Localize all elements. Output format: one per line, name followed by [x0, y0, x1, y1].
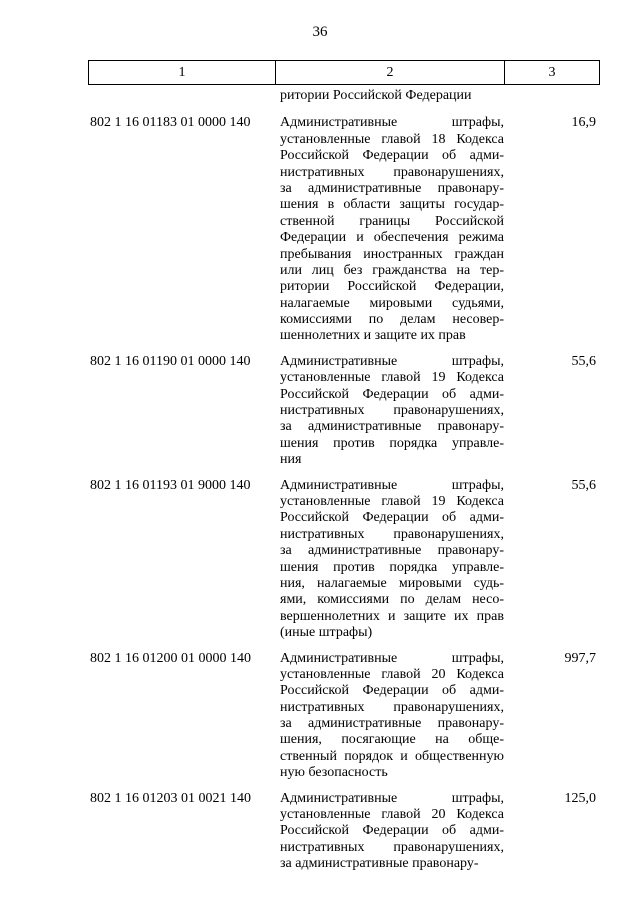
description-line: ния	[280, 452, 302, 468]
description-line: Административные штрафы,	[280, 115, 504, 131]
description-line: Административные штрафы,	[280, 650, 504, 666]
table-row	[0, 651, 640, 782]
description-line: Российской Федерации об адми-	[280, 386, 504, 402]
amount: 997,7	[564, 650, 596, 666]
description-line: налагаемые мировыми судьями,	[280, 295, 504, 311]
description-line: шения, посягающие на обще-	[280, 732, 504, 748]
description-line: ритории Российской Федерации,	[280, 279, 504, 295]
description-line: ную безопасность	[280, 765, 388, 781]
description-line: нистративных правонарушениях,	[280, 164, 504, 180]
description-line: пребывания иностранных граждан	[280, 246, 504, 262]
description-line: за административные правонару-	[280, 856, 479, 872]
table-body	[0, 88, 640, 882]
description-line: шения против порядка управле-	[280, 435, 504, 451]
budget-code: 802 1 16 01203 01 0021 140	[90, 790, 251, 806]
description-line: или лиц без гражданства на тер-	[280, 262, 504, 278]
budget-code: 802 1 16 01183 01 0000 140	[90, 115, 251, 131]
description	[280, 354, 504, 469]
header-col-2: 2	[276, 61, 505, 84]
description-line: нистративных правонарушениях,	[280, 403, 504, 419]
budget-code: 802 1 16 01190 01 0000 140	[90, 353, 251, 369]
page-number: 36	[312, 24, 328, 40]
amount: 16,9	[571, 115, 596, 131]
continuation-text	[280, 88, 504, 104]
description-line: установленные главой 19 Кодекса	[280, 370, 504, 386]
description-line: Российской Федерации об адми-	[280, 683, 504, 699]
description-line: Федерации и обеспечения режима	[280, 230, 504, 246]
amount: 55,6	[571, 477, 596, 493]
description-line: Административные штрафы,	[280, 477, 504, 493]
description-line: нистративных правонарушениях,	[280, 526, 504, 542]
description-line: установленные главой 20 Кодекса	[280, 807, 504, 823]
description-line: шеннолетних и защите их прав	[280, 328, 466, 344]
amount: 55,6	[571, 353, 596, 369]
description-line: шения в области защиты государ-	[280, 197, 504, 213]
header-col-3: 3	[548, 64, 556, 80]
description-line: ритории Российской Федерации	[280, 88, 472, 103]
description-line: Российской Федерации об адми-	[280, 510, 504, 526]
description-line: Российской Федерации об адми-	[280, 823, 504, 839]
description-line: Российской Федерации об адми-	[280, 148, 504, 164]
description-line: шения против порядка управле-	[280, 559, 504, 575]
description-line: за административные правонару-	[280, 716, 504, 732]
description-line: за административные правонару-	[280, 419, 504, 435]
description-line: установленные главой 18 Кодекса	[280, 131, 504, 147]
table-row	[0, 791, 640, 873]
header-col-1: 1	[89, 61, 276, 84]
description-line: ственный порядок и общественную	[280, 748, 504, 764]
description-line: ственной границы Российской	[280, 213, 504, 229]
continuation-row	[0, 88, 640, 104]
description-line: ния, налагаемые мировыми судь-	[280, 575, 504, 591]
description-line: вершеннолетних и защите их прав	[280, 608, 504, 624]
table-header	[88, 60, 600, 85]
table-row	[0, 354, 640, 469]
description-line: нистративных правонарушениях,	[280, 699, 504, 715]
description-line: установленные главой 20 Кодекса	[280, 666, 504, 682]
description-line: Административные штрафы,	[280, 353, 504, 369]
description	[280, 115, 504, 344]
description	[280, 791, 504, 873]
description-line: комиссиями по делам несовер-	[280, 312, 504, 328]
description-line: нистративных правонарушениях,	[280, 839, 504, 855]
amount: 125,0	[564, 790, 596, 806]
description-line: за административные правонару-	[280, 543, 504, 559]
budget-code: 802 1 16 01200 01 0000 140	[90, 650, 251, 666]
description-line: установленные главой 19 Кодекса	[280, 493, 504, 509]
description-line: ями, комиссиями по делам несо-	[280, 592, 504, 608]
table-row	[0, 478, 640, 642]
description-line: Административные штрафы,	[280, 790, 504, 806]
description-line: (иные штрафы)	[280, 625, 373, 641]
budget-code: 802 1 16 01193 01 9000 140	[90, 477, 251, 493]
description	[280, 651, 504, 782]
description-line: за административные правонару-	[280, 180, 504, 196]
table-row	[0, 115, 640, 344]
description	[280, 478, 504, 642]
